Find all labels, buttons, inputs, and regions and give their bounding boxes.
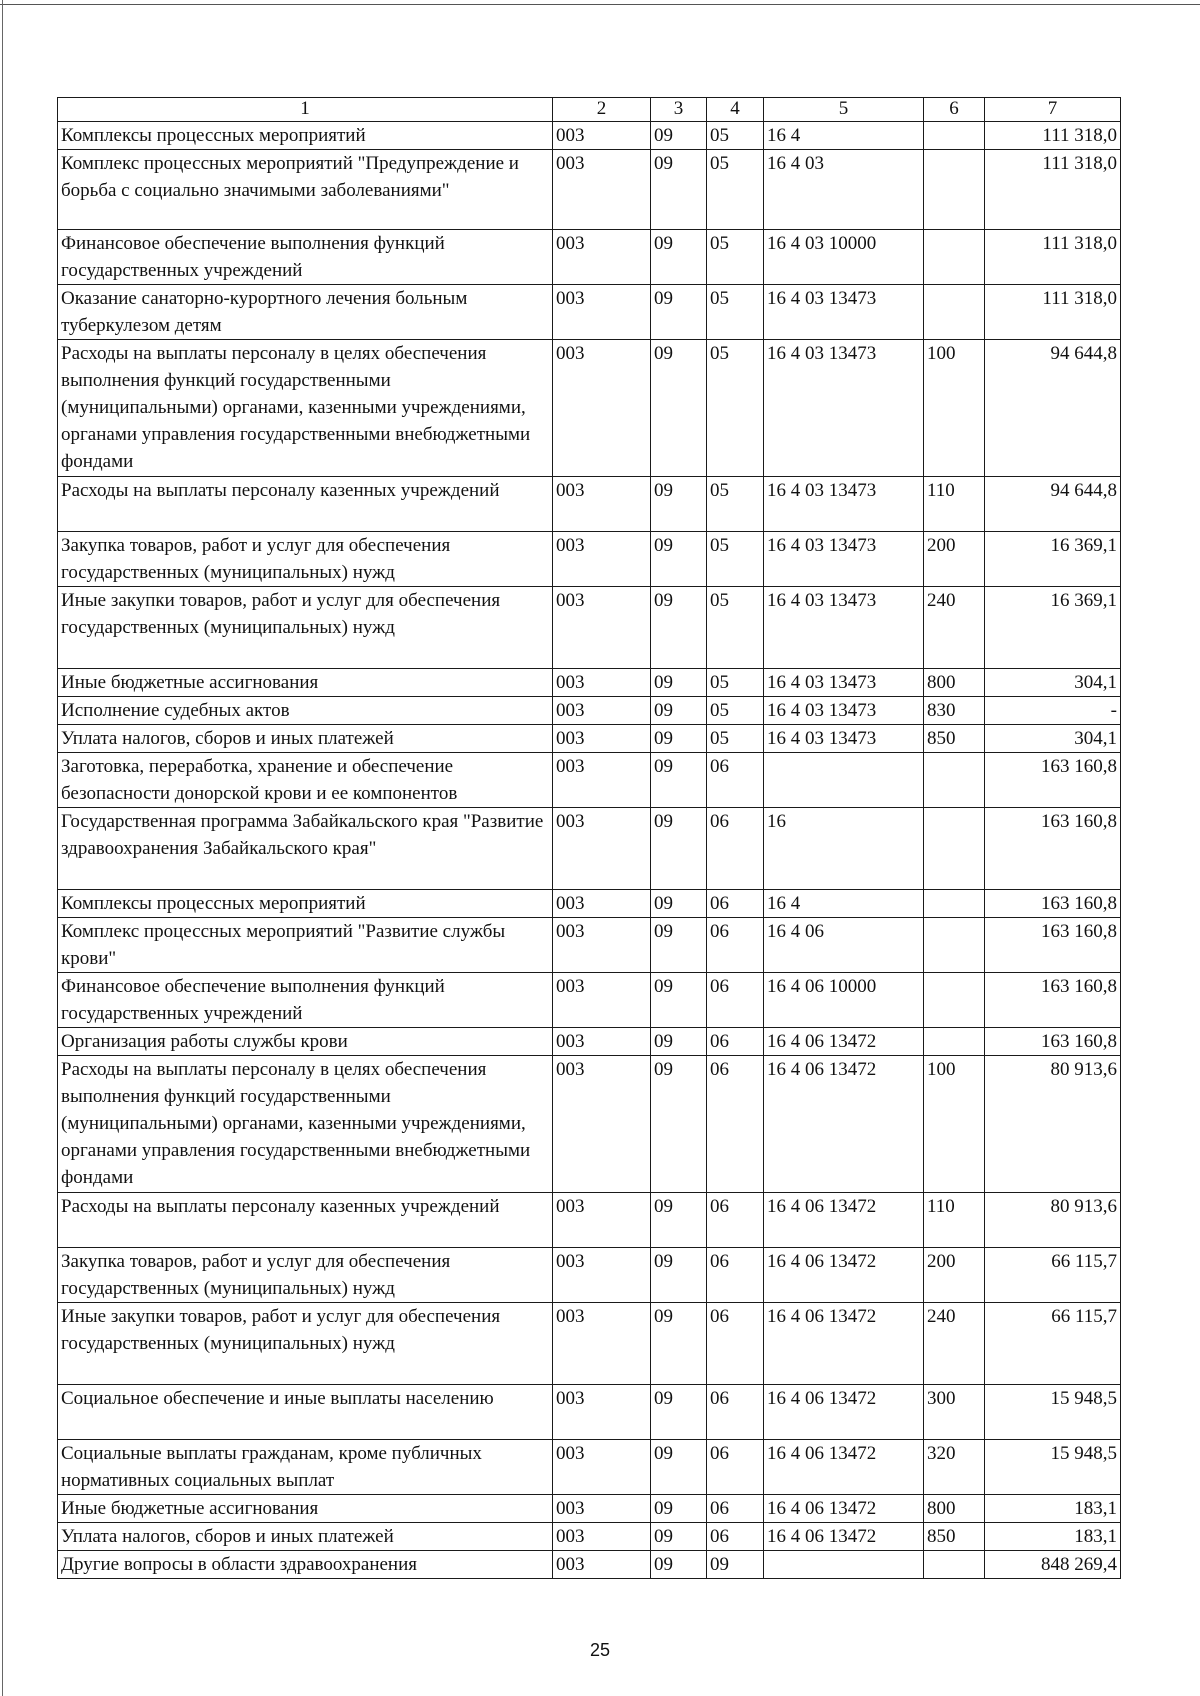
- table-row: [58, 230, 1121, 285]
- amount-cell: 304,1: [985, 725, 1121, 753]
- col6-cell: [924, 1028, 985, 1056]
- row-name-cell: Другие вопросы в области здравоохранения: [58, 1551, 553, 1579]
- col3-cell: 09: [651, 1028, 707, 1056]
- col2-cell: 003: [553, 1523, 651, 1551]
- col5-cell: 16 4 06: [764, 918, 924, 973]
- amount-cell: 15 948,5: [985, 1385, 1121, 1440]
- col4-cell: 05: [707, 697, 764, 725]
- col5-cell: 16 4 03 13473: [764, 587, 924, 669]
- col2-cell: 003: [553, 1248, 651, 1303]
- col5-cell: 16 4 06 13472: [764, 1028, 924, 1056]
- col5-cell: 16 4 06 13472: [764, 1523, 924, 1551]
- row-name-cell: Расходы на выплаты персоналу казенных учреждений: [58, 1193, 553, 1248]
- amount-cell: 15 948,5: [985, 1440, 1121, 1495]
- table-row: [58, 477, 1121, 532]
- table-row: [58, 973, 1121, 1028]
- col6-cell: 300: [924, 1385, 985, 1440]
- amount-cell: 66 115,7: [985, 1303, 1121, 1385]
- row-name-cell: Закупка товаров, работ и услуг для обеспечения государственных (муниципальных) нужд: [58, 532, 553, 587]
- budget-table: [57, 97, 1121, 1579]
- col3-cell: 09: [651, 1385, 707, 1440]
- col4-cell: 06: [707, 973, 764, 1028]
- col6-cell: [924, 890, 985, 918]
- header-cell-1: 1: [58, 98, 553, 122]
- row-name-cell: Расходы на выплаты персоналу в целях обеспечения выполнения функций государственными (муниципальными) органами, казенными учреждениями, органами управления государственными внебюджетными фондами: [58, 1056, 553, 1193]
- col2-cell: 003: [553, 532, 651, 587]
- page-number: 25: [589, 1640, 611, 1660]
- table-row: [58, 1523, 1121, 1551]
- col5-cell: 16 4 03: [764, 150, 924, 230]
- table-row: [58, 1028, 1121, 1056]
- col4-cell: 06: [707, 1495, 764, 1523]
- row-name-cell: Социальное обеспечение и иные выплаты населению: [58, 1385, 553, 1440]
- amount-cell: 94 644,8: [985, 340, 1121, 477]
- amount-cell: 80 913,6: [985, 1056, 1121, 1193]
- col4-cell: 06: [707, 1248, 764, 1303]
- col6-cell: [924, 122, 985, 150]
- col4-cell: 06: [707, 1523, 764, 1551]
- col4-cell: 06: [707, 1303, 764, 1385]
- col4-cell: 06: [707, 1385, 764, 1440]
- col2-cell: 003: [553, 122, 651, 150]
- col6-cell: 200: [924, 532, 985, 587]
- row-name-cell: Социальные выплаты гражданам, кроме публичных нормативных социальных выплат: [58, 1440, 553, 1495]
- col3-cell: 09: [651, 725, 707, 753]
- col4-cell: 09: [707, 1551, 764, 1579]
- amount-cell: 163 160,8: [985, 918, 1121, 973]
- row-name-cell: Комплексы процессных мероприятий: [58, 122, 553, 150]
- amount-cell: 80 913,6: [985, 1193, 1121, 1248]
- col2-cell: 003: [553, 1385, 651, 1440]
- col3-cell: 09: [651, 1193, 707, 1248]
- row-name-cell: Иные закупки товаров, работ и услуг для обеспечения государственных (муниципальных) нужд: [58, 587, 553, 669]
- col5-cell: 16 4 06 13472: [764, 1385, 924, 1440]
- col2-cell: 003: [553, 808, 651, 890]
- col4-cell: 05: [707, 340, 764, 477]
- col6-cell: 240: [924, 587, 985, 669]
- col3-cell: 09: [651, 587, 707, 669]
- col4-cell: 06: [707, 1193, 764, 1248]
- amount-cell: 111 318,0: [985, 150, 1121, 230]
- row-name-cell: Государственная программа Забайкальского края "Развитие здравоохранения Забайкальского края": [58, 808, 553, 890]
- table-row: [58, 150, 1121, 230]
- amount-cell: 163 160,8: [985, 808, 1121, 890]
- col6-cell: 320: [924, 1440, 985, 1495]
- row-name-cell: Расходы на выплаты персоналу в целях обеспечения выполнения функций государственными (муниципальными) органами, казенными учреждениями, органами управления государственными внебюджетными фондами: [58, 340, 553, 477]
- col5-cell: 16 4: [764, 122, 924, 150]
- table-row: [58, 1385, 1121, 1440]
- col2-cell: 003: [553, 1193, 651, 1248]
- col4-cell: 06: [707, 918, 764, 973]
- col6-cell: 200: [924, 1248, 985, 1303]
- col4-cell: 05: [707, 725, 764, 753]
- col6-cell: 100: [924, 340, 985, 477]
- col6-cell: 240: [924, 1303, 985, 1385]
- col5-cell: 16: [764, 808, 924, 890]
- amount-cell: -: [985, 697, 1121, 725]
- col6-cell: 110: [924, 477, 985, 532]
- col3-cell: 09: [651, 1056, 707, 1193]
- row-name-cell: Комплекс процессных мероприятий "Развитие службы крови": [58, 918, 553, 973]
- col4-cell: 05: [707, 477, 764, 532]
- table-row: [58, 1551, 1121, 1579]
- table-row: [58, 1248, 1121, 1303]
- col6-cell: [924, 285, 985, 340]
- col5-cell: 16 4 03 13473: [764, 669, 924, 697]
- col6-cell: 800: [924, 1495, 985, 1523]
- col5-cell: 16 4 06 13472: [764, 1056, 924, 1193]
- col3-cell: 09: [651, 697, 707, 725]
- amount-cell: 66 115,7: [985, 1248, 1121, 1303]
- col3-cell: 09: [651, 1551, 707, 1579]
- amount-cell: 16 369,1: [985, 587, 1121, 669]
- col2-cell: 003: [553, 1303, 651, 1385]
- col6-cell: [924, 918, 985, 973]
- col3-cell: 09: [651, 973, 707, 1028]
- table-row: [58, 340, 1121, 477]
- row-name-cell: Исполнение судебных актов: [58, 697, 553, 725]
- col6-cell: [924, 1551, 985, 1579]
- col4-cell: 06: [707, 1440, 764, 1495]
- table-row: [58, 669, 1121, 697]
- table-row: [58, 890, 1121, 918]
- header-cell-5: 5: [764, 98, 924, 122]
- col2-cell: 003: [553, 1440, 651, 1495]
- amount-cell: 163 160,8: [985, 890, 1121, 918]
- col2-cell: 003: [553, 1056, 651, 1193]
- col5-cell: [764, 753, 924, 808]
- col3-cell: 09: [651, 890, 707, 918]
- col4-cell: 06: [707, 1028, 764, 1056]
- col4-cell: 05: [707, 532, 764, 587]
- col6-cell: 800: [924, 669, 985, 697]
- table-row: [58, 1303, 1121, 1385]
- col2-cell: 003: [553, 230, 651, 285]
- col2-cell: 003: [553, 725, 651, 753]
- col4-cell: 06: [707, 753, 764, 808]
- amount-cell: 111 318,0: [985, 230, 1121, 285]
- col6-cell: [924, 808, 985, 890]
- col2-cell: 003: [553, 587, 651, 669]
- col2-cell: 003: [553, 340, 651, 477]
- table-row: [58, 808, 1121, 890]
- col3-cell: 09: [651, 808, 707, 890]
- col4-cell: 05: [707, 669, 764, 697]
- col3-cell: 09: [651, 1248, 707, 1303]
- row-name-cell: Уплата налогов, сборов и иных платежей: [58, 1523, 553, 1551]
- table-row: [58, 285, 1121, 340]
- col3-cell: 09: [651, 340, 707, 477]
- col5-cell: 16 4 06 13472: [764, 1248, 924, 1303]
- col2-cell: 003: [553, 1495, 651, 1523]
- row-name-cell: Комплекс процессных мероприятий "Предупреждение и борьба с социально значимыми заболеваниями": [58, 150, 553, 230]
- row-name-cell: Заготовка, переработка, хранение и обеспечение безопасности донорской крови и ее компонентов: [58, 753, 553, 808]
- table-row: [58, 532, 1121, 587]
- col2-cell: 003: [553, 285, 651, 340]
- row-name-cell: Оказание санаторно-курортного лечения больным туберкулезом детям: [58, 285, 553, 340]
- row-name-cell: Иные бюджетные ассигнования: [58, 1495, 553, 1523]
- table-row: [58, 1056, 1121, 1193]
- col5-cell: 16 4 03 13473: [764, 725, 924, 753]
- col3-cell: 09: [651, 532, 707, 587]
- col6-cell: 100: [924, 1056, 985, 1193]
- amount-cell: 163 160,8: [985, 753, 1121, 808]
- col5-cell: 16 4 06 13472: [764, 1495, 924, 1523]
- amount-cell: 111 318,0: [985, 285, 1121, 340]
- col2-cell: 003: [553, 1028, 651, 1056]
- col2-cell: 003: [553, 669, 651, 697]
- col2-cell: 003: [553, 477, 651, 532]
- amount-cell: 183,1: [985, 1495, 1121, 1523]
- col6-cell: [924, 150, 985, 230]
- scan-edge-top: [0, 4, 1200, 5]
- col4-cell: 06: [707, 808, 764, 890]
- col2-cell: 003: [553, 890, 651, 918]
- table-row: [58, 1193, 1121, 1248]
- col3-cell: 09: [651, 122, 707, 150]
- col6-cell: 850: [924, 725, 985, 753]
- col3-cell: 09: [651, 669, 707, 697]
- amount-cell: 183,1: [985, 1523, 1121, 1551]
- col2-cell: 003: [553, 918, 651, 973]
- row-name-cell: Иные бюджетные ассигнования: [58, 669, 553, 697]
- col2-cell: 003: [553, 150, 651, 230]
- col6-cell: 850: [924, 1523, 985, 1551]
- col5-cell: [764, 1551, 924, 1579]
- col4-cell: 06: [707, 1056, 764, 1193]
- col5-cell: 16 4 03 13473: [764, 697, 924, 725]
- header-cell-3: 3: [651, 98, 707, 122]
- header-cell-4: 4: [707, 98, 764, 122]
- amount-cell: 848 269,4: [985, 1551, 1121, 1579]
- col2-cell: 003: [553, 697, 651, 725]
- col2-cell: 003: [553, 753, 651, 808]
- row-name-cell: Организация работы службы крови: [58, 1028, 553, 1056]
- table-row: [58, 1440, 1121, 1495]
- amount-cell: 163 160,8: [985, 1028, 1121, 1056]
- col2-cell: 003: [553, 973, 651, 1028]
- row-name-cell: Финансовое обеспечение выполнения функций государственных учреждений: [58, 230, 553, 285]
- col5-cell: 16 4 06 13472: [764, 1440, 924, 1495]
- row-name-cell: Расходы на выплаты персоналу казенных учреждений: [58, 477, 553, 532]
- col5-cell: 16 4 03 13473: [764, 285, 924, 340]
- table-row: [58, 122, 1121, 150]
- col5-cell: 16 4 03 10000: [764, 230, 924, 285]
- col6-cell: [924, 973, 985, 1028]
- col5-cell: 16 4 03 13473: [764, 477, 924, 532]
- header-cell-2: 2: [553, 98, 651, 122]
- col3-cell: 09: [651, 285, 707, 340]
- col2-cell: 003: [553, 1551, 651, 1579]
- col4-cell: 05: [707, 230, 764, 285]
- amount-cell: 16 369,1: [985, 532, 1121, 587]
- col5-cell: 16 4: [764, 890, 924, 918]
- col3-cell: 09: [651, 1523, 707, 1551]
- table-row: [58, 697, 1121, 725]
- col5-cell: 16 4 06 13472: [764, 1193, 924, 1248]
- col5-cell: 16 4 06 10000: [764, 973, 924, 1028]
- amount-cell: 163 160,8: [985, 973, 1121, 1028]
- col3-cell: 09: [651, 477, 707, 532]
- row-name-cell: Комплексы процессных мероприятий: [58, 890, 553, 918]
- col3-cell: 09: [651, 1495, 707, 1523]
- col4-cell: 05: [707, 285, 764, 340]
- table-row: [58, 918, 1121, 973]
- header-cell-7: 7: [985, 98, 1121, 122]
- row-name-cell: Иные закупки товаров, работ и услуг для обеспечения государственных (муниципальных) нужд: [58, 1303, 553, 1385]
- row-name-cell: Уплата налогов, сборов и иных платежей: [58, 725, 553, 753]
- header-cell-6: 6: [924, 98, 985, 122]
- col4-cell: 05: [707, 587, 764, 669]
- col4-cell: 06: [707, 890, 764, 918]
- amount-cell: 111 318,0: [985, 122, 1121, 150]
- row-name-cell: Финансовое обеспечение выполнения функций государственных учреждений: [58, 973, 553, 1028]
- table-row: [58, 725, 1121, 753]
- col4-cell: 05: [707, 150, 764, 230]
- col4-cell: 05: [707, 122, 764, 150]
- col3-cell: 09: [651, 1440, 707, 1495]
- col3-cell: 09: [651, 150, 707, 230]
- col3-cell: 09: [651, 1303, 707, 1385]
- col6-cell: 110: [924, 1193, 985, 1248]
- col3-cell: 09: [651, 753, 707, 808]
- col6-cell: [924, 230, 985, 285]
- header-row: [58, 98, 1121, 122]
- amount-cell: 94 644,8: [985, 477, 1121, 532]
- table-body: [58, 98, 1121, 1579]
- col5-cell: 16 4 03 13473: [764, 340, 924, 477]
- table-row: [58, 587, 1121, 669]
- col5-cell: 16 4 06 13472: [764, 1303, 924, 1385]
- col3-cell: 09: [651, 918, 707, 973]
- row-name-cell: Закупка товаров, работ и услуг для обеспечения государственных (муниципальных) нужд: [58, 1248, 553, 1303]
- col6-cell: 830: [924, 697, 985, 725]
- col3-cell: 09: [651, 230, 707, 285]
- col6-cell: [924, 753, 985, 808]
- table-row: [58, 753, 1121, 808]
- table-row: [58, 1495, 1121, 1523]
- col5-cell: 16 4 03 13473: [764, 532, 924, 587]
- scan-edge-left: [2, 0, 3, 1696]
- amount-cell: 304,1: [985, 669, 1121, 697]
